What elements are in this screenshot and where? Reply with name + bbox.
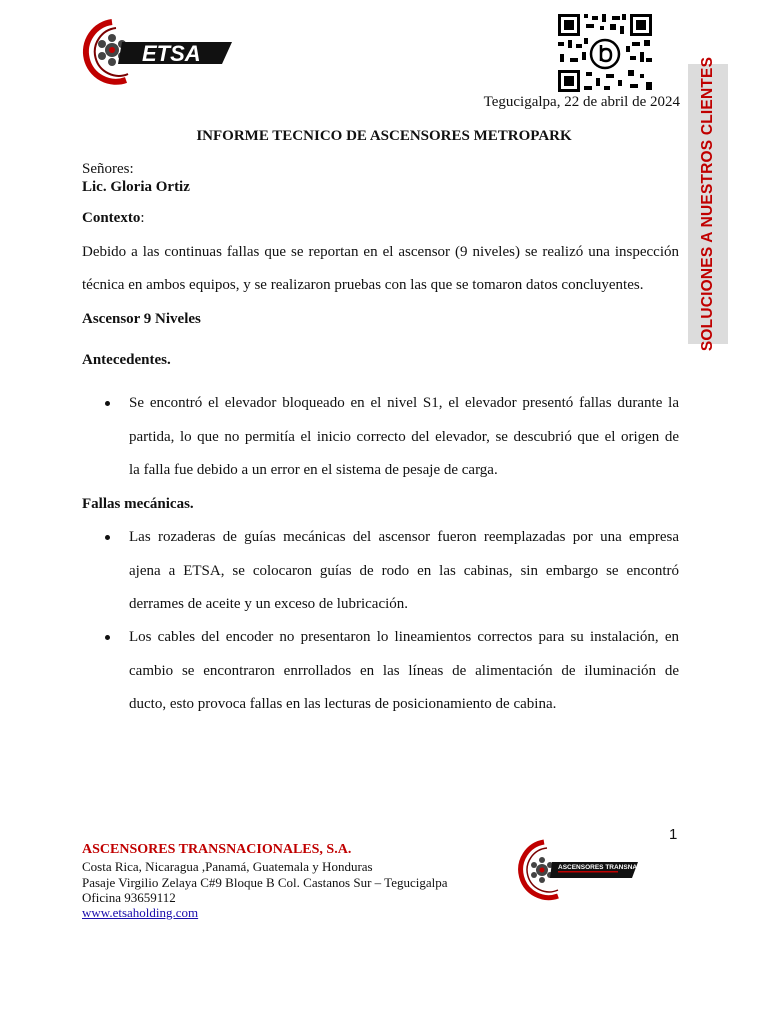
section-mechanical-heading: Fallas mecánicas.: [82, 496, 194, 512]
section-background-heading: Antecedentes.: [82, 352, 171, 368]
background-bullet-line: partida, lo que no permitía el inicio correcto del elevador, se descubrió que el origen de: [129, 429, 679, 445]
context-label: Contexto: [82, 210, 141, 226]
side-banner: [688, 56, 728, 352]
footer-company-name: ASCENSORES TRANSNACIONALES, S.A.: [82, 842, 352, 857]
salutation: Señores:: [82, 161, 134, 177]
background-bullet-line: Se encontró el elevador bloqueado en el nivel S1, el elevador presentó fallas durante la: [129, 395, 679, 411]
etsa-logo: [82, 16, 234, 88]
mechanical-bullet-line: ducto, esto provoca fallas en las lecturas de posicionamiento de cabina.: [129, 696, 557, 712]
footer-address: Pasaje Virgilio Zelaya C#9 Bloque B Col. Castanos Sur – Tegucigalpa: [82, 875, 448, 890]
mechanical-bullet-line: cambio se encontraron enrrollados en las líneas de alimentación de iluminación de: [129, 663, 679, 679]
footer-website-link[interactable]: www.etsaholding.com: [82, 905, 199, 920]
background-bullet-line: la falla fue debido a un error en el sistema de pesaje de carga.: [129, 462, 498, 478]
recipient-name: Lic. Gloria Ortiz: [82, 179, 190, 195]
context-line: Debido a las continuas fallas que se reportan en el ascensor (9 niveles) se realizó una inspección: [82, 244, 679, 260]
footer-countries: Costa Rica, Nicaragua ,Panamá, Guatemala y Honduras: [82, 859, 373, 874]
footer-phone: Oficina 93659112: [82, 890, 176, 905]
logo-text: ETSA: [142, 41, 201, 66]
qr-code[interactable]: [556, 12, 654, 94]
context-heading: [82, 210, 145, 227]
context-colon: :: [140, 210, 145, 226]
footer-logo-text: ASCENSORES TRANSNACIONALES: [558, 864, 671, 871]
section-elevator-heading: Ascensor 9 Niveles: [82, 311, 201, 327]
bullet-icon: [105, 635, 110, 640]
mechanical-bullet-line: derrames de aceite y un exceso de lubricación.: [129, 596, 409, 612]
mechanical-bullet-line: Las rozaderas de guías mecánicas del ascensor fueron reemplazadas por una empresa: [129, 529, 679, 545]
side-banner-text: SOLUCIONES A NUESTROS CLIENTES: [699, 56, 716, 352]
footer-logo: [516, 838, 671, 902]
mechanical-bullet-line: Los cables del encoder no presentaron lo lineamientos correctos para su instalación, en: [129, 629, 679, 645]
page-number: 1: [669, 826, 678, 843]
context-line: técnica en ambos equipos, y se realizaron pruebas con las que se tomaron datos concluyentes.: [82, 277, 644, 293]
document-date: Tegucigalpa, 22 de abril de 2024: [483, 94, 680, 110]
document-title: INFORME TECNICO DE ASCENSORES METROPARK: [196, 128, 572, 144]
bullet-icon: [105, 401, 110, 406]
mechanical-bullet-line: ajena a ETSA, se colocaron guías de rodo en las cabinas, sin embargo se encontró: [129, 563, 679, 579]
bullet-icon: [105, 535, 110, 540]
